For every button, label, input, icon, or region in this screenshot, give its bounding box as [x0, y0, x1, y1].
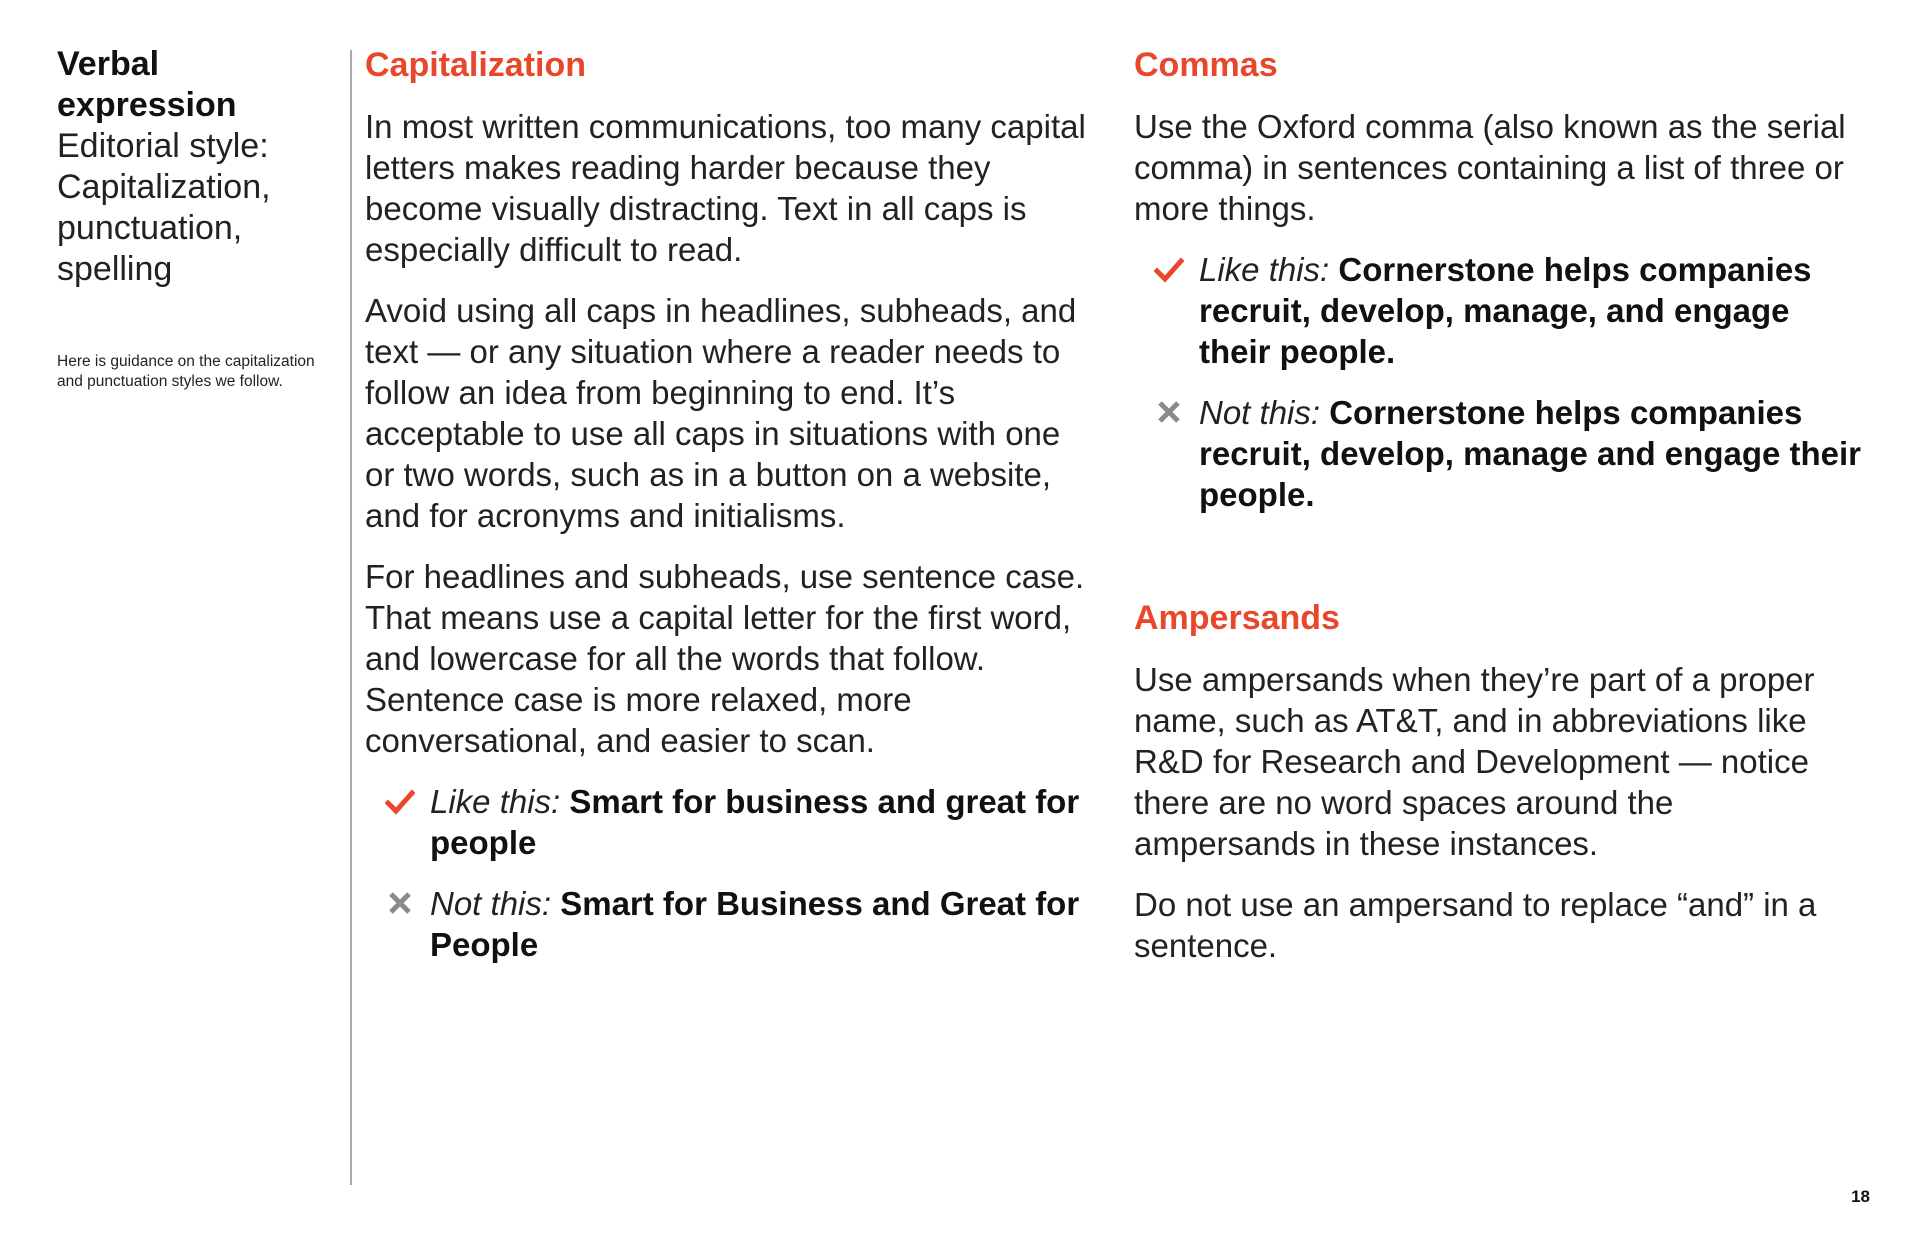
capitalization-paragraph: In most written communications, too many capital letters makes reading harder because they become visually distracting. Text in all caps is especially difficult to read. [365, 108, 1086, 268]
example-lead: Not this: [1199, 394, 1330, 431]
bad-example [365, 883, 1095, 965]
commas-paragraph: Use the Oxford comma (also known as the serial comma) in sentences containing a list of three or more things. [1134, 108, 1846, 227]
example-text: Cornerstone helps companies recruit, develop, manage and engage their people. [1199, 394, 1862, 513]
x-icon [385, 890, 415, 918]
good-example [365, 781, 1095, 863]
ampersands-paragraph: Do not use an ampersand to replace “and” in a sentence. [1134, 886, 1817, 964]
check-icon [1154, 256, 1184, 284]
good-example [1134, 249, 1864, 372]
capitalization-paragraph: Avoid using all caps in headlines, subheads, and text — or any situation where a reader needs to follow an idea from beginning to end. It’s acceptable to use all caps in situations with one or two words, such as in a button on a website, and for acronyms and initialisms. [365, 292, 1077, 534]
sidebar-note: Here is guidance on the capitalization and punctuation styles we follow. [57, 353, 315, 390]
check-icon [385, 788, 415, 816]
example-text: Smart for business and great for people [430, 783, 1080, 861]
capitalization-heading: Capitalization [365, 46, 587, 84]
example-text: Cornerstone helps companies recruit, develop, manage, and engage their people. [1199, 251, 1812, 370]
example-text: Smart for Business and Great for People [430, 885, 1080, 963]
example-lead: Like this: [1199, 251, 1339, 288]
commas-heading: Commas [1134, 46, 1278, 84]
capitalization-column [365, 44, 1095, 985]
ampersands-paragraph: Use ampersands when they’re part of a proper name, such as AT&T, and in abbreviations like R&D for Research and Development — notice there are no word spaces around the ampersands in these instances. [1134, 661, 1815, 862]
section-spacer [1134, 535, 1864, 597]
ampersands-heading: Ampersands [1134, 599, 1340, 637]
section-subtitle: Editorial style: Capitalization, punctuation, spelling [57, 127, 271, 288]
sidebar [57, 44, 317, 408]
example-lead: Like this: [430, 783, 570, 820]
example-lead: Not this: [430, 885, 561, 922]
right-column [1134, 44, 1864, 986]
section-title: Verbal expression [57, 45, 237, 124]
column-divider [350, 50, 352, 1185]
bad-example [1134, 392, 1864, 515]
x-icon [1154, 399, 1184, 427]
page-number: 18 [1851, 1187, 1870, 1206]
capitalization-paragraph: For headlines and subheads, use sentence case. That means use a capital letter for the first word, and lowercase for all the words that follow. Sentence case is more relaxed, more conversational, and easier to scan. [365, 558, 1085, 759]
